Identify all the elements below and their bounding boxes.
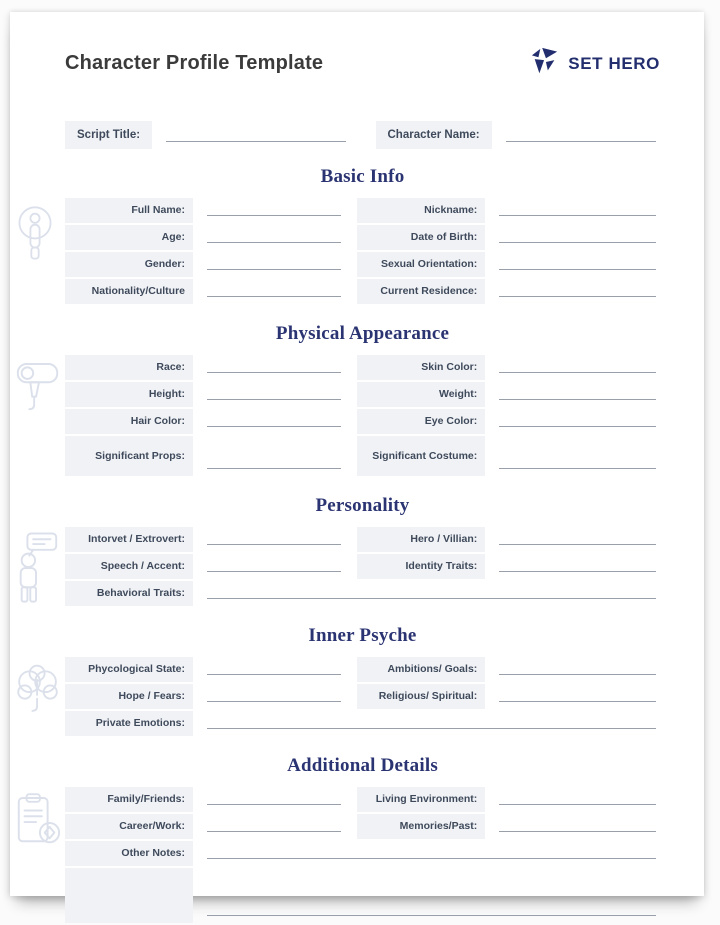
document-header (65, 46, 660, 81)
blank-line (207, 830, 341, 832)
field-label: Identity Traits: (357, 554, 485, 579)
form-cell (357, 436, 660, 476)
field-label: Skin Color: (357, 355, 485, 380)
blank-line (207, 467, 341, 469)
form-row (65, 225, 660, 250)
blank-line (207, 803, 341, 805)
field-label: Significant Props: (65, 436, 193, 476)
field-label: Behavioral Traits: (65, 581, 193, 606)
section-heading: Basic Info (320, 166, 405, 188)
blank-line (207, 214, 341, 216)
field-label: Ambitions/ Goals: (357, 657, 485, 682)
form-cell (357, 657, 660, 682)
blank-line (207, 914, 656, 916)
form-cell (357, 198, 660, 223)
blank-line (499, 543, 656, 545)
field-label: Hair Color: (65, 409, 193, 434)
form-cell (65, 841, 660, 866)
section-heading: Personality (315, 495, 410, 517)
form-row (65, 436, 660, 476)
blank-line (499, 214, 656, 216)
blank-line (499, 803, 656, 805)
form-row (65, 841, 660, 866)
form-row (65, 554, 660, 579)
form-cell (357, 684, 660, 709)
field-label: Height: (65, 382, 193, 407)
brain-icon (13, 661, 61, 730)
form-row (65, 581, 660, 606)
form-cell (65, 657, 345, 682)
section-rows (65, 527, 660, 608)
blank-line (499, 398, 656, 400)
field-label: Religious/ Spiritual: (357, 684, 485, 709)
script-title-field (65, 121, 350, 149)
section-heading: Inner Psyche (308, 625, 417, 647)
field-label: Age: (65, 225, 193, 250)
form-cell (357, 527, 660, 552)
form-cell (65, 814, 345, 839)
field-label: Hope / Fears: (65, 684, 193, 709)
field-label: Speech / Accent: (65, 554, 193, 579)
form-cell (65, 436, 345, 476)
blank-line (207, 857, 656, 859)
form-cell (65, 225, 345, 250)
section-rows (65, 198, 660, 306)
field-label (65, 868, 193, 923)
page-content (10, 12, 704, 925)
field-label: Memories/Past: (357, 814, 485, 839)
field-label: Date of Birth: (357, 225, 485, 250)
blank-line (499, 268, 656, 270)
field-label: Weight: (357, 382, 485, 407)
blank-line (499, 700, 656, 702)
blank-line (207, 295, 341, 297)
form-cell (357, 279, 660, 304)
blank-line (499, 295, 656, 297)
blank-line (499, 570, 656, 572)
form-cell (65, 355, 345, 380)
character-name-field (376, 121, 661, 149)
form-cell (357, 225, 660, 250)
blank-line (207, 371, 341, 373)
section-physical-appearance (65, 323, 660, 478)
set-hero-logo (530, 46, 660, 81)
document-page (10, 12, 704, 896)
field-label: Hero / Villian: (357, 527, 485, 552)
field-label: Phycological State: (65, 657, 193, 682)
field-label: Race: (65, 355, 193, 380)
sections-container (65, 166, 660, 925)
form-cell (65, 684, 345, 709)
section-inner-psyche (65, 625, 660, 738)
form-row (65, 252, 660, 277)
character-name-line (506, 140, 656, 142)
field-label: Full Name: (65, 198, 193, 223)
form-cell (357, 787, 660, 812)
field-label: Significant Costume: (357, 436, 485, 476)
form-row (65, 382, 660, 407)
section-heading: Additional Details (287, 755, 438, 777)
section-rows (65, 657, 660, 738)
logo-text: SET HERO (568, 53, 660, 73)
form-row (65, 657, 660, 682)
form-cell (357, 252, 660, 277)
field-label: Eye Color: (357, 409, 485, 434)
section-rows (65, 787, 660, 925)
form-row (65, 868, 660, 923)
form-cell (65, 527, 345, 552)
form-cell (65, 252, 345, 277)
form-cell (65, 787, 345, 812)
blank-line (207, 673, 341, 675)
blank-line (207, 398, 341, 400)
form-cell (65, 198, 345, 223)
form-row (65, 355, 660, 380)
form-row (65, 198, 660, 223)
blank-line (207, 727, 656, 729)
script-title-line (166, 140, 345, 142)
form-row (65, 711, 660, 736)
form-cell (65, 279, 345, 304)
script-title-label: Script Title: (65, 121, 152, 149)
form-cell (357, 814, 660, 839)
form-cell (357, 554, 660, 579)
form-cell (65, 554, 345, 579)
blank-line (207, 570, 341, 572)
form-row (65, 409, 660, 434)
field-label: Nickname: (357, 198, 485, 223)
form-cell (65, 409, 345, 434)
field-label: Gender: (65, 252, 193, 277)
section-rows (65, 355, 660, 478)
form-row (65, 527, 660, 552)
blank-line (499, 830, 656, 832)
blank-line (499, 425, 656, 427)
blank-line (207, 543, 341, 545)
person-speech-icon (13, 531, 61, 612)
section-personality (65, 495, 660, 608)
character-name-label: Character Name: (376, 121, 492, 149)
section-basic-info (65, 166, 660, 306)
blank-line (207, 241, 341, 243)
field-label: Intorvet / Extrovert: (65, 527, 193, 552)
field-label: Other Notes: (65, 841, 193, 866)
blank-line (207, 597, 656, 599)
clipboard-icon (13, 791, 61, 860)
form-cell (357, 409, 660, 434)
top-fields-row (65, 121, 660, 149)
field-label: Private Emotions: (65, 711, 193, 736)
form-cell (357, 382, 660, 407)
form-row (65, 684, 660, 709)
hair-dryer-icon (13, 359, 61, 424)
form-row (65, 814, 660, 839)
blank-line (499, 371, 656, 373)
form-cell (65, 711, 660, 736)
blank-line (207, 425, 341, 427)
section-additional-details (65, 755, 660, 925)
field-label: Living Environment: (357, 787, 485, 812)
gem-logo-icon (530, 46, 560, 81)
person-spotlight-icon (13, 202, 61, 279)
form-row (65, 787, 660, 812)
section-heading: Physical Appearance (275, 323, 450, 345)
field-label: Current Residence: (357, 279, 485, 304)
form-cell (357, 355, 660, 380)
form-cell (65, 382, 345, 407)
form-row (65, 279, 660, 304)
form-cell (65, 868, 660, 923)
blank-line (499, 467, 656, 469)
blank-line (207, 268, 341, 270)
form-cell (65, 581, 660, 606)
blank-line (499, 241, 656, 243)
blank-line (499, 673, 656, 675)
field-label: Family/Friends: (65, 787, 193, 812)
page-title: Character Profile Template (65, 52, 324, 74)
blank-line (207, 700, 341, 702)
field-label: Sexual Orientation: (357, 252, 485, 277)
field-label: Nationality/Culture (65, 279, 193, 304)
field-label: Career/Work: (65, 814, 193, 839)
